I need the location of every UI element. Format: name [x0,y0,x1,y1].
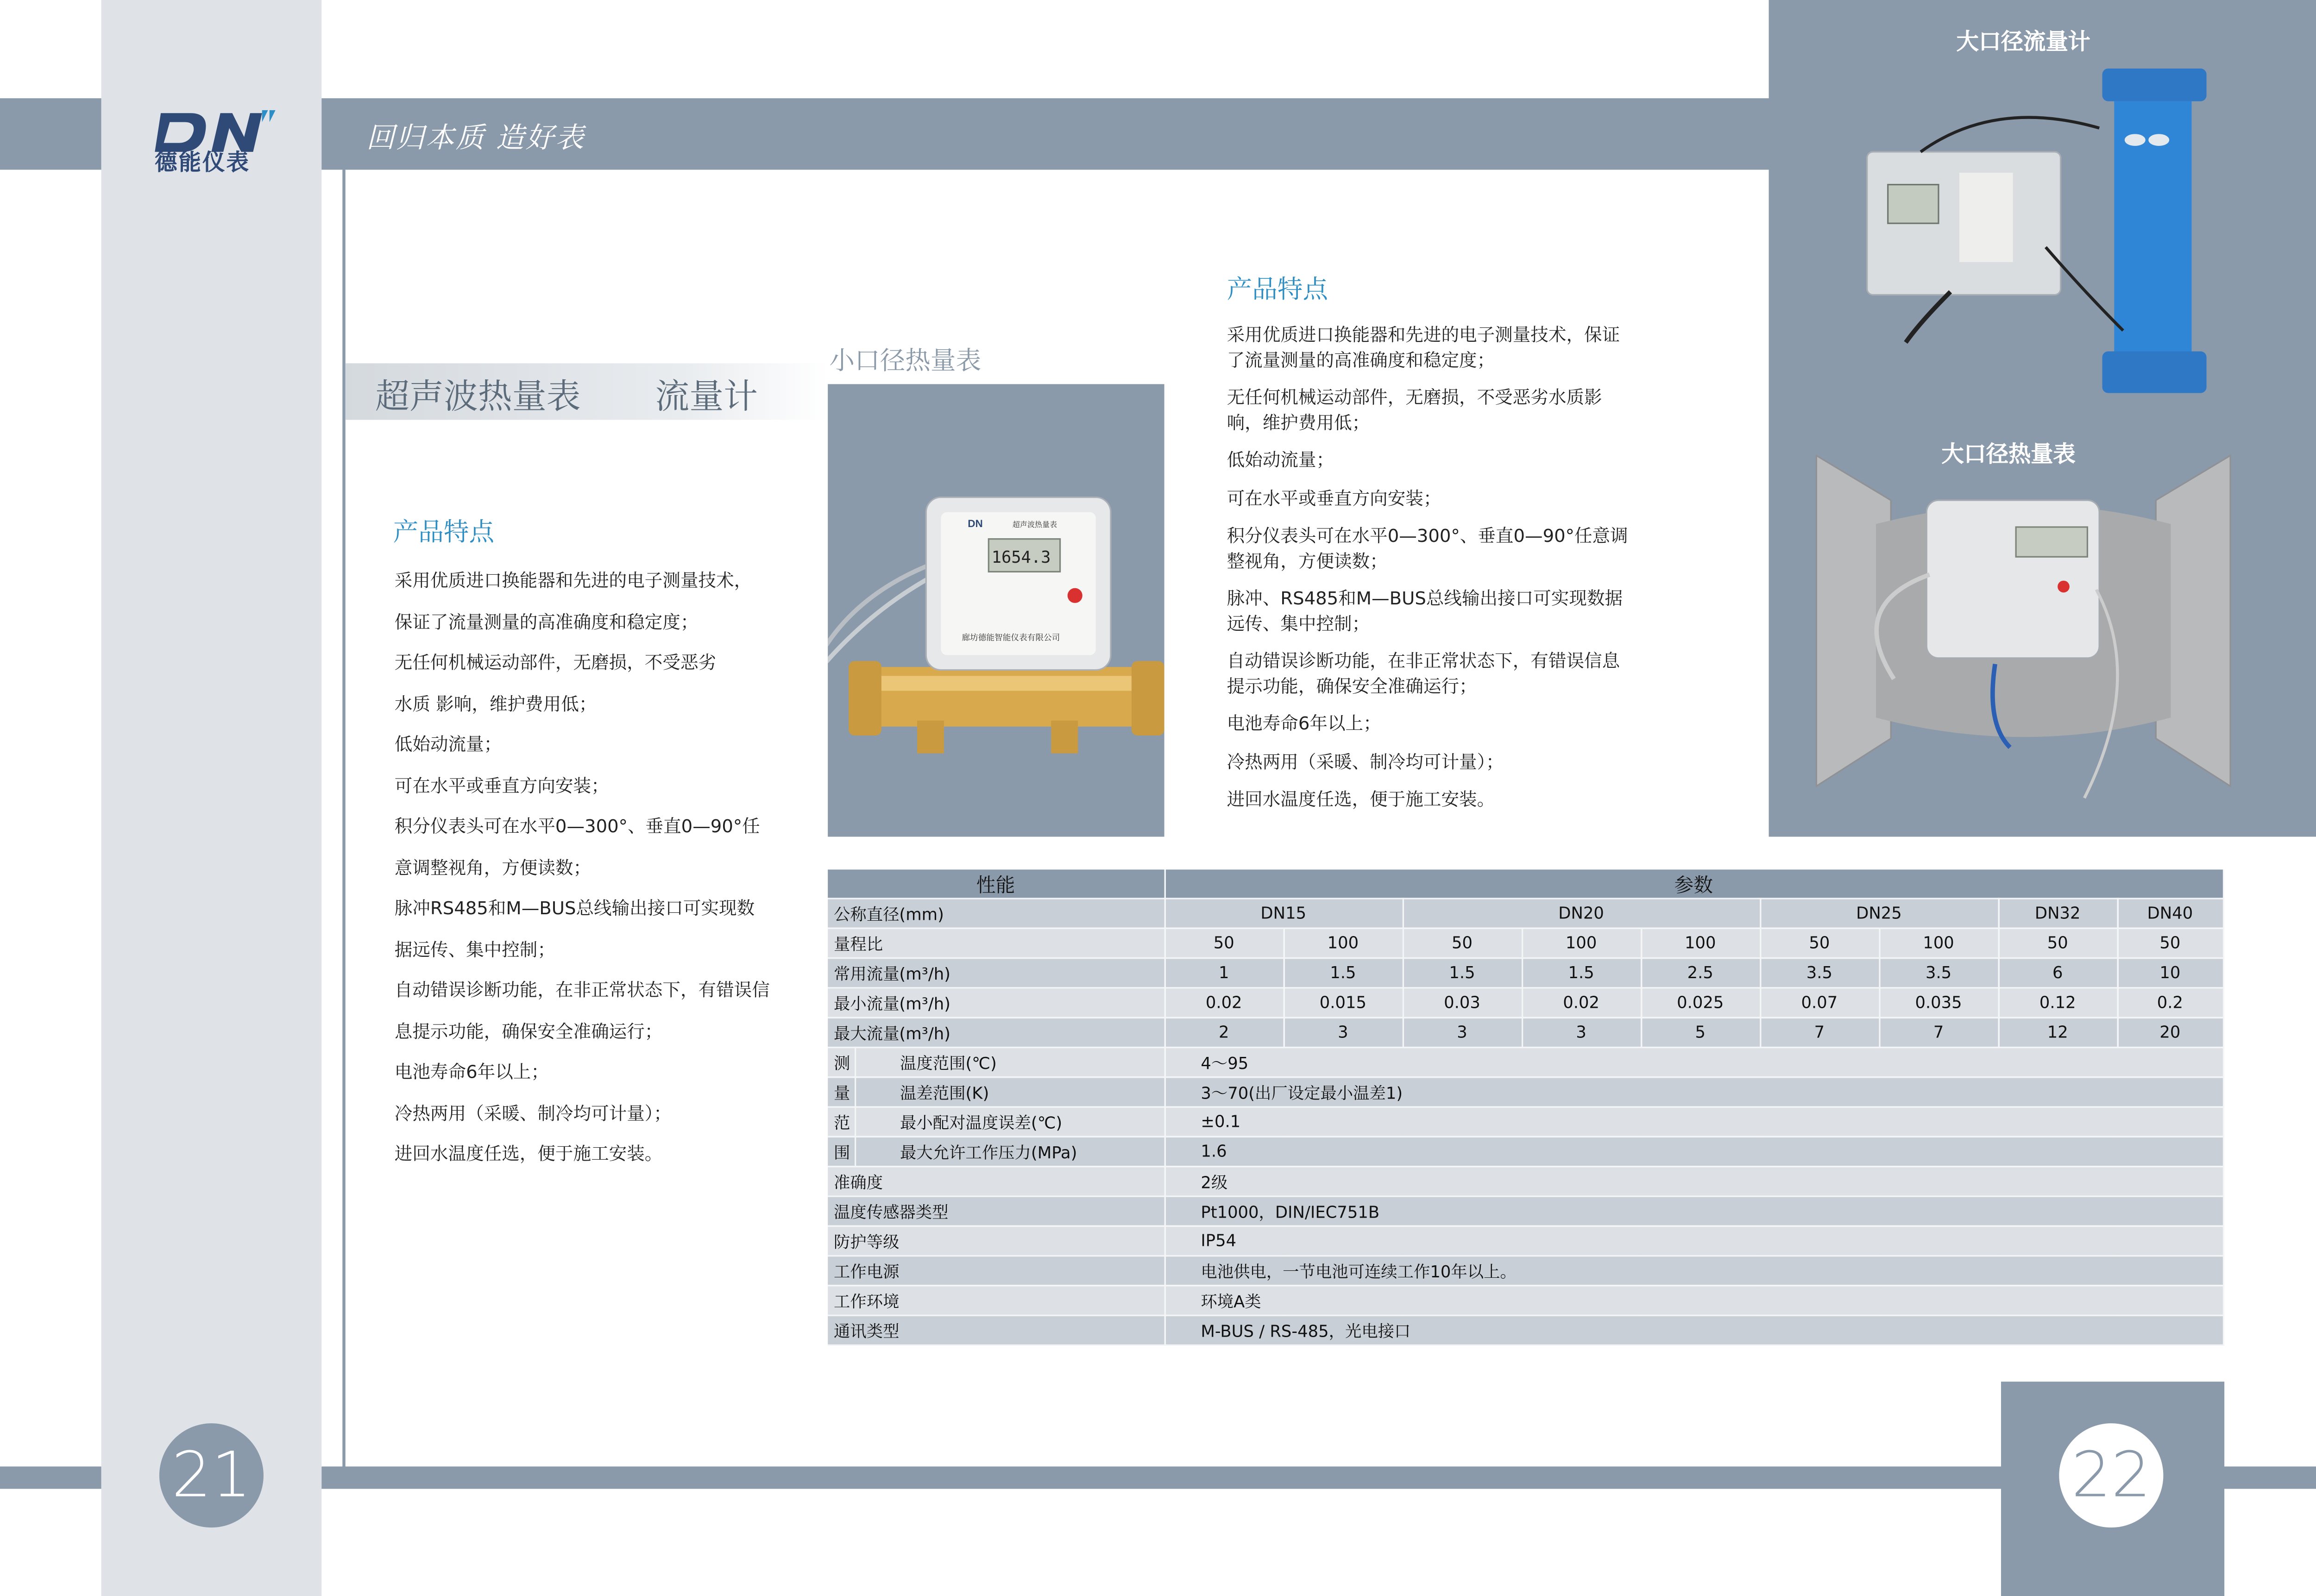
meter-maker-text: 廊坊德能智能仪表有限公司 [962,633,1060,643]
value-cell: 12 [1998,1018,2117,1047]
row-label: 工作环境 [828,1286,1164,1315]
value-cell: 50 [1403,928,1522,958]
features-right-heading: 产品特点 [1227,275,1328,305]
section-title-sub: 流量计 [655,378,758,417]
value-cell: 0.2 [2117,988,2223,1018]
dn-cell: DN15 [1164,899,1403,928]
meter-brand-text: DN [968,517,983,529]
large-heat-meter-icon [1787,441,2316,831]
value-cell: 1.6 [1164,1137,2223,1166]
features-right-list [1227,323,1629,826]
row-label: 温度范围(℃) [855,1047,1164,1077]
page-number-right: 22 [2059,1423,2163,1527]
value-cell: 3 [1403,1018,1522,1047]
spec-table [828,869,2223,1346]
row-label: 最大流量(m³/h) [828,1018,1164,1047]
feature-item: 可在水平或垂直方向安装； [394,775,609,796]
value-cell: 3 [1522,1018,1641,1047]
row-label: 量程比 [828,928,1164,958]
table-row [828,1018,2223,1047]
features-left-list [395,570,799,1184]
table-row [828,1167,2223,1196]
table-row [828,1286,2223,1315]
feature-item: 积分仪表头可在水平0—300°、垂直0—90°任意调整视角，方便读数； [1227,525,1628,571]
value-cell: 2级 [1164,1167,2223,1196]
value-cell: 3.5 [1879,958,1998,988]
row-label: 工作电源 [828,1256,1164,1286]
value-cell: 6 [1998,958,2117,988]
features-left-heading: 产品特点 [393,518,495,548]
left-column [101,0,322,1596]
value-cell: 环境A类 [1164,1286,2223,1315]
page-number-left: 21 [159,1423,264,1527]
value-cell: 0.12 [1998,988,2117,1018]
bottom-band [0,1466,2316,1489]
feature-item: 积分仪表头可在水平0—300°、垂直0—90°任 [394,816,760,837]
table-row [828,1196,2223,1226]
dn-cell: DN25 [1760,899,1998,928]
row-label: 最大允许工作压力(MPa) [855,1137,1164,1166]
value-cell: 50 [1760,928,1879,958]
value-cell: 5 [1641,1018,1760,1047]
row-label: 常用流量(m³/h) [828,958,1164,988]
table-row [828,928,2223,958]
value-cell: 4～95 [1164,1047,2223,1077]
table-header-left: 性能 [828,869,1164,899]
value-cell: 100 [1879,928,1998,958]
table-row [828,1107,2223,1137]
value-cell: 0.03 [1403,988,1522,1018]
feature-item: 电池寿命6年以上； [1227,713,1381,734]
value-cell: 10 [2117,958,2223,988]
dn-cell: DN40 [2117,899,2223,928]
large-heat-meter-label: 大口径热量表 [1941,440,2076,468]
value-cell: 50 [1164,928,1284,958]
row-label: 准确度 [828,1167,1164,1196]
large-flow-meter-icon [1861,69,2218,405]
large-flow-meter-label: 大口径流量计 [1956,28,2090,55]
range-group-char: 测 [828,1047,855,1077]
feature-item: 采用优质进口换能器和先进的电子测量技术，保证了流量测量的高准确度和稳定度； [1227,324,1620,370]
small-meter-label: 小口径热量表 [829,347,982,377]
feature-item: 低始动流量； [394,734,502,755]
value-cell: 20 [2117,1018,2223,1047]
table-row [828,1137,2223,1166]
table-row [828,1047,2223,1077]
row-label: 温差范围(K) [855,1077,1164,1107]
feature-item: 无任何机械运动部件，无磨损，不受恶劣 [394,652,717,673]
feature-item: 自动错误诊断功能，在非正常状态下，有错误信息提示功能，确保安全准确运行； [1227,650,1620,696]
table-row [828,988,2223,1018]
row-label: 防护等级 [828,1226,1164,1256]
meter-title-text: 超声波热量表 [1012,520,1057,529]
value-cell: 3～70(出厂设定最小温差1) [1164,1077,2223,1107]
value-cell: 0.02 [1164,988,1284,1018]
feature-item: 息提示功能，确保安全准确运行； [394,1020,663,1042]
value-cell: 2 [1164,1018,1284,1047]
table-row [828,1226,2223,1256]
section-title-main: 超声波热量表 [375,378,581,417]
feature-item: 进回水温度任选，便于施工安装。 [1227,789,1495,810]
feature-item: 脉冲RS485和M—BUS总线输出接口可实现数 [394,898,755,919]
value-cell: 2.5 [1641,958,1760,988]
row-label: 最小流量(m³/h) [828,988,1164,1018]
value-cell: 0.015 [1284,988,1403,1018]
value-cell: 50 [2117,928,2223,958]
value-cell: IP54 [1164,1226,2223,1256]
range-group-char: 围 [828,1137,855,1166]
feature-item: 自动错误诊断功能，在非正常状态下，有错误信 [394,980,770,1001]
feature-item: 脉冲、RS485和M—BUS总线输出接口可实现数据远传、集中控制； [1227,588,1623,634]
feature-item: 进回水温度任选，便于施工安装。 [394,1143,663,1164]
value-cell: 100 [1284,928,1403,958]
feature-item: 电池寿命6年以上； [394,1062,549,1083]
feature-item: 冷热两用（采暖、制冷均可计量）； [1227,751,1504,772]
feature-item: 低始动流量； [1227,449,1334,471]
feature-item: 可在水平或垂直方向安装； [1227,487,1441,509]
table-row [828,869,2223,899]
feature-item: 水质 影响，维护费用低； [394,693,597,714]
row-label: 温度传感器类型 [828,1196,1164,1226]
feature-item: 冷热两用（采暖、制冷均可计量）； [394,1102,672,1124]
slogan: 回归本质 造好表 [366,122,585,155]
value-cell: 0.07 [1760,988,1879,1018]
row-label: 公称直径(mm) [828,899,1164,928]
value-cell: 电池供电，一节电池可连续工作10年以上。 [1164,1256,2223,1286]
dn-cell: DN32 [1998,899,2117,928]
dn-cell: DN20 [1403,899,1760,928]
value-cell: 1.5 [1284,958,1403,988]
table-row [828,1315,2223,1345]
value-cell: ±0.1 [1164,1107,2223,1137]
table-header-right: 参数 [1164,869,2223,899]
feature-item: 意调整视角，方便读数； [394,857,592,878]
table-row [828,958,2223,988]
value-cell: 7 [1760,1018,1879,1047]
table-row [828,1256,2223,1286]
value-cell: 7 [1879,1018,1998,1047]
table-row [828,1077,2223,1107]
feature-item: 据远传、集中控制； [394,938,555,960]
value-cell: M-BUS / RS-485，光电接口 [1164,1315,2223,1345]
row-label: 通讯类型 [828,1315,1164,1345]
meter-reading-text: 1654.3 [991,548,1051,567]
range-group-char: 范 [828,1107,855,1137]
value-cell: 0.025 [1641,988,1760,1018]
value-cell: 3 [1284,1018,1403,1047]
value-cell: 0.02 [1522,988,1641,1018]
feature-item: 无任何机械运动部件，无磨损，不受恶劣水质影响，维护费用低； [1227,387,1602,433]
value-cell: 0.035 [1879,988,1998,1018]
value-cell: 3.5 [1760,958,1879,988]
row-label: 最小配对温度误差(℃) [855,1107,1164,1137]
small-heat-meter-icon [828,384,1164,836]
value-cell: 1.5 [1403,958,1522,988]
value-cell: 1.5 [1522,958,1641,988]
feature-item: 采用优质进口换能器和先进的电子测量技术， [394,570,752,591]
value-cell: 100 [1641,928,1760,958]
value-cell: 100 [1522,928,1641,958]
table-row [828,899,2223,928]
brand-name: 德能仪表 [155,149,251,176]
value-cell: 1 [1164,958,1284,988]
feature-item: 保证了流量测量的高准确度和稳定度； [394,611,699,632]
range-group-char: 量 [828,1077,855,1107]
small-meter-photo [828,384,1164,836]
value-cell: Pt1000，DIN/IEC751B [1164,1196,2223,1226]
value-cell: 50 [1998,928,2117,958]
